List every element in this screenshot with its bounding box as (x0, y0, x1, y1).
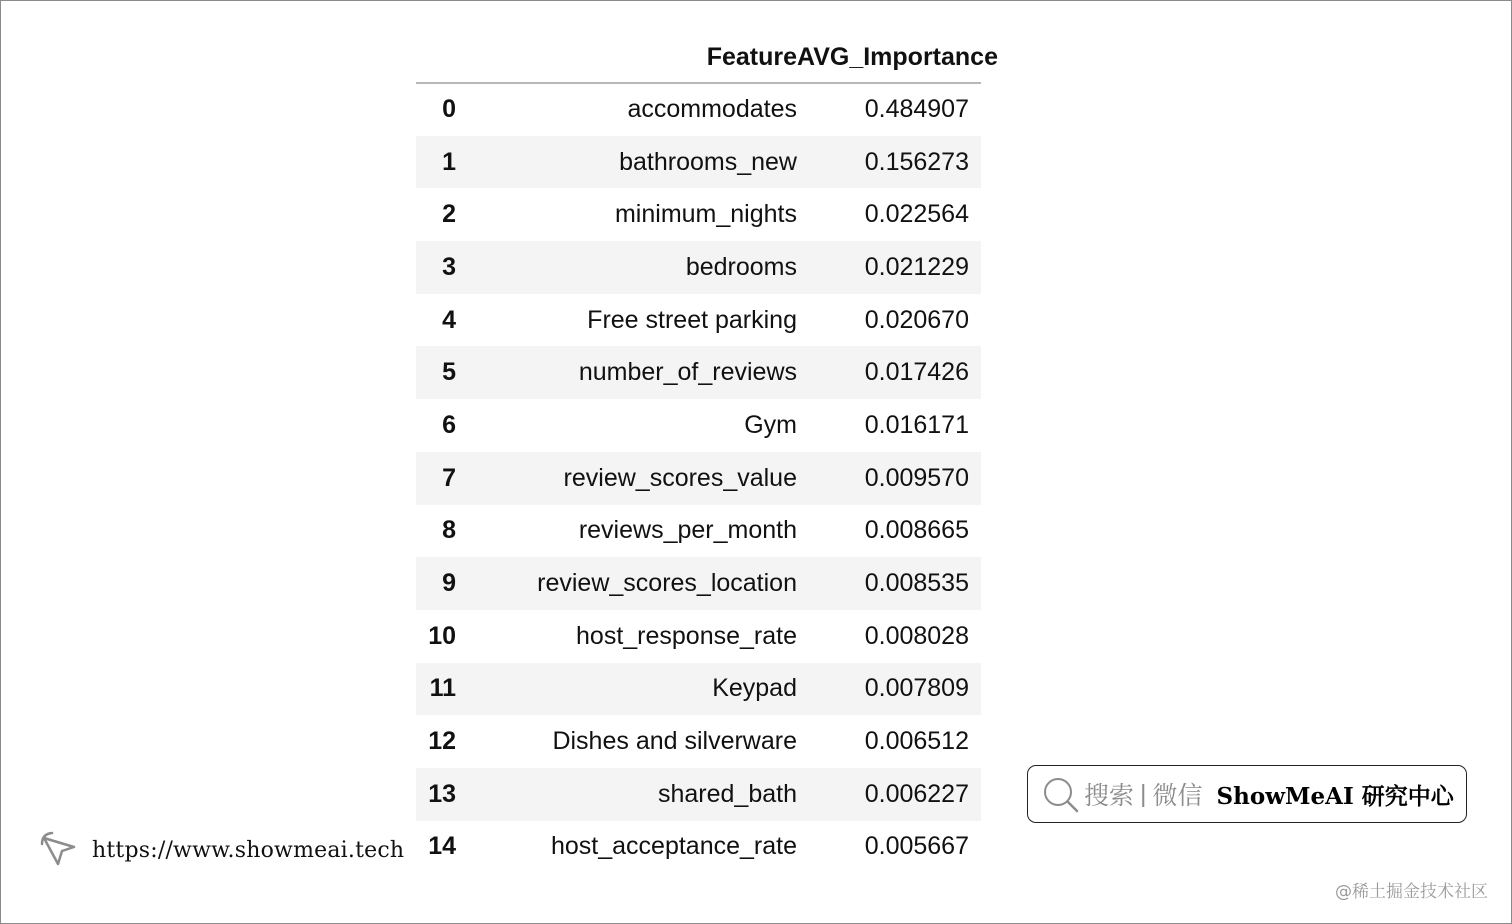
feature-cell: bathrooms_new (619, 147, 797, 176)
avg-importance-cell: 0.156273 (864, 147, 969, 176)
feature-cell: Keypad (712, 674, 797, 703)
feature-importance-table (416, 32, 998, 873)
feature-cell: number_of_reviews (578, 358, 797, 387)
index-column-header (416, 32, 472, 83)
feature-cell: host_response_rate (576, 621, 797, 650)
feature-cell: review_scores_value (563, 463, 797, 492)
magnifier-icon (1040, 774, 1080, 814)
table-row (416, 241, 981, 294)
feature-cell: Gym (744, 410, 797, 439)
avg-importance-cell: 0.009570 (864, 463, 969, 492)
avg-importance-column-header: AVG_Importance (797, 32, 981, 83)
avg-importance-cell: 0.016171 (864, 410, 969, 439)
feature-column-header: Feature (472, 32, 797, 83)
table-header-row (416, 32, 981, 83)
table-row (416, 399, 981, 452)
row-index: 0 (442, 95, 456, 124)
row-index: 12 (428, 727, 456, 756)
feature-cell: minimum_nights (614, 200, 797, 229)
brand-name: ShowMeAI 研究中心 (1216, 782, 1454, 810)
row-index: 14 (428, 832, 456, 861)
table-row (416, 83, 981, 136)
table-row (416, 452, 981, 505)
feature-cell: accommodates (627, 95, 797, 124)
avg-importance-cell: 0.008028 (864, 621, 969, 650)
avg-importance-cell: 0.008535 (864, 569, 969, 598)
source-watermark: @稀土掘金技术社区 (1335, 882, 1488, 902)
avg-importance-cell: 0.020670 (864, 305, 969, 334)
row-index: 6 (442, 410, 456, 439)
feature-cell: reviews_per_month (578, 516, 797, 545)
row-index: 5 (442, 358, 456, 387)
avg-importance-cell: 0.484907 (864, 95, 969, 124)
table-row (416, 821, 981, 874)
wechat-label: 微信 (1152, 781, 1203, 810)
table-row (416, 294, 981, 347)
table-row (416, 715, 981, 768)
table-row (416, 663, 981, 716)
row-index: 11 (429, 674, 456, 703)
search-separator: | (1140, 779, 1147, 808)
avg-importance-cell: 0.021229 (864, 252, 969, 281)
row-index: 3 (442, 252, 456, 281)
avg-importance-cell: 0.007809 (864, 674, 969, 703)
feature-cell: shared_bath (657, 779, 797, 808)
avg-importance-cell: 0.017426 (864, 358, 969, 387)
row-index: 4 (442, 305, 456, 334)
row-index: 13 (428, 779, 456, 808)
row-index: 2 (442, 200, 456, 229)
avg-importance-cell: 0.005667 (864, 832, 969, 861)
row-index: 1 (442, 147, 456, 176)
feature-cell: review_scores_location (537, 569, 797, 598)
table-body (416, 83, 981, 873)
table-row (416, 610, 981, 663)
row-index: 7 (442, 463, 456, 492)
table-row (416, 346, 981, 399)
avg-importance-cell: 0.022564 (864, 200, 969, 229)
table-row (416, 188, 981, 241)
feature-cell: bedrooms (685, 252, 797, 281)
table-row (416, 557, 981, 610)
row-index: 9 (442, 569, 456, 598)
table-row (416, 136, 981, 189)
avg-importance-cell: 0.008665 (864, 516, 969, 545)
feature-cell: Free street parking (587, 305, 797, 334)
row-index: 8 (442, 516, 456, 545)
table-row (416, 505, 981, 558)
row-index: 10 (428, 621, 456, 650)
avg-importance-cell: 0.006512 (864, 727, 969, 756)
website-url: https://www.showmeai.tech (92, 837, 405, 863)
cursor-arrow-icon (40, 830, 80, 870)
feature-cell: host_acceptance_rate (550, 832, 797, 861)
feature-cell: Dishes and silverware (552, 727, 797, 756)
table-row (416, 768, 981, 821)
website-link[interactable] (40, 828, 404, 872)
search-label: 搜索 (1084, 781, 1135, 810)
wechat-search-box[interactable] (1027, 765, 1467, 823)
avg-importance-cell: 0.006227 (864, 779, 969, 808)
